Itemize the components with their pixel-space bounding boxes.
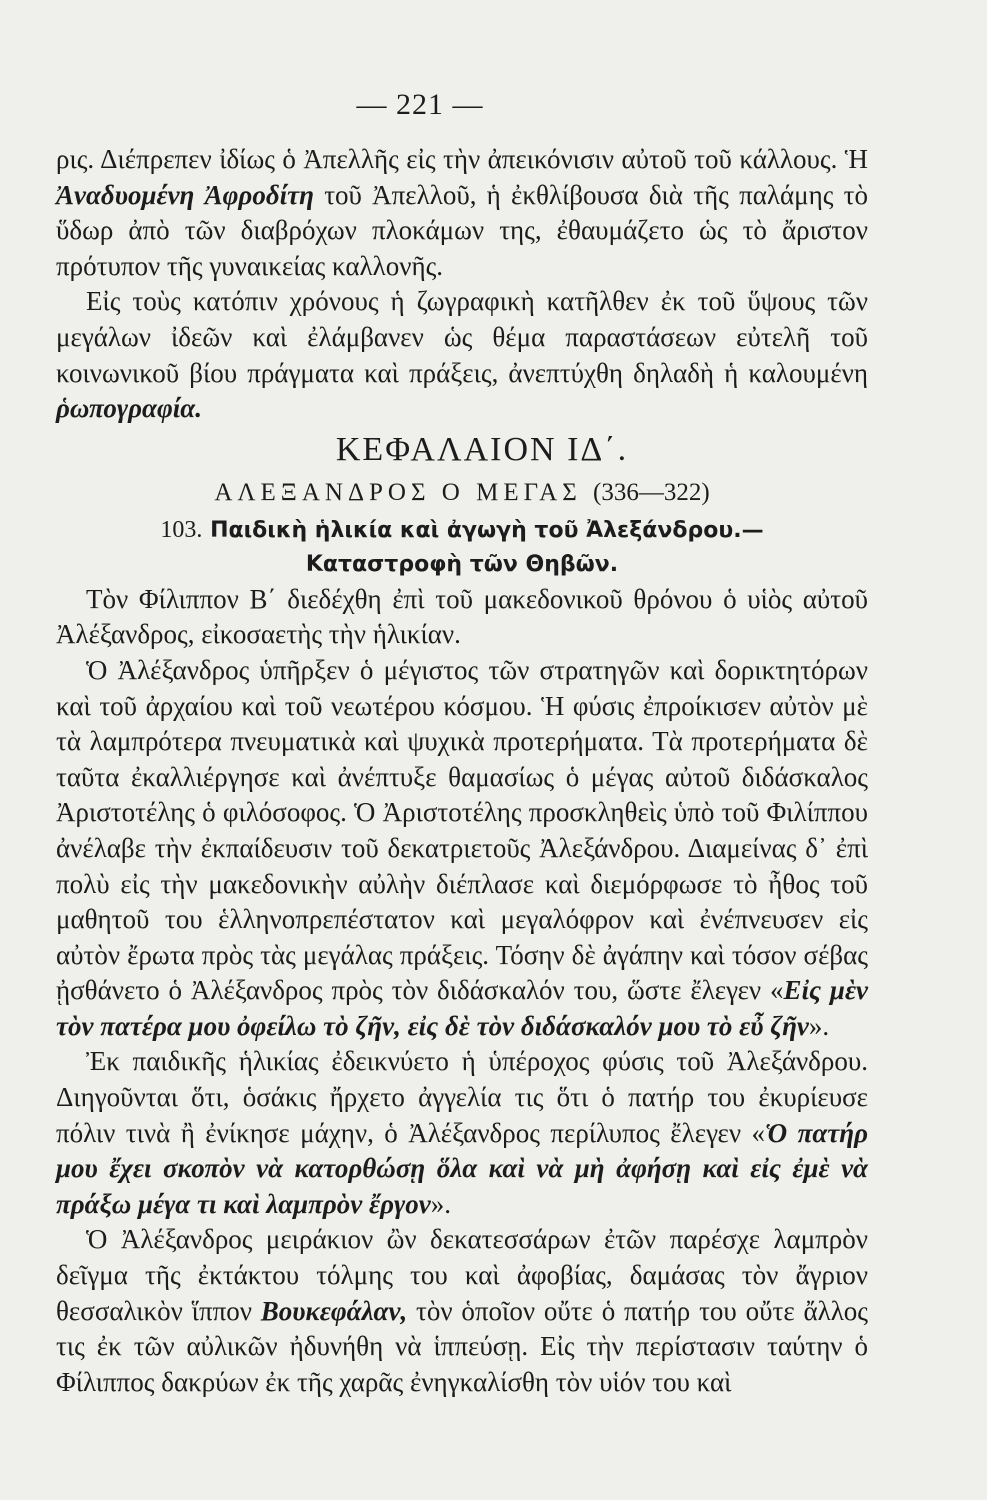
section-heading (56, 513, 868, 548)
body-text: τὸν ὁποῖον οὔτε ὁ πατήρ του οὔτε ἄλλος τις ἐκ τῶν αὐλικῶν ἠδυνήθη νὰ ἱππεύσῃ. Εἰς τὴν περίστασιν ταύτην ὁ Φίλιππος δακρύων ἐκ τῆς χαρᾶς ἐνηγκαλίσθη τὸν υἱόν του καὶ (56, 1295, 868, 1397)
intro-text: τοῦ Ἀπελλοῦ, ἡ ἐκθλίβουσα διὰ τῆς παλάμης τὸ ὕδωρ ἀπὸ τῶν διαβρόχων πλοκάμων της, ἐθαυμάζετο ὡς τὸ ἄριστον πρότυπον τῆς γυναικείας καλλονῆς. (56, 179, 868, 281)
genre-term: ῥωπογραφία. (56, 393, 202, 424)
body-paragraph-2 (56, 653, 868, 1045)
chapter-subtitle (56, 473, 868, 513)
body-paragraph-1: Τὸν Φίλιππον Β΄ διεδέχθη ἐπὶ τοῦ μακεδονικοῦ θρόνου ὁ υἱὸς αὐτοῦ Ἀλέξανδρος, εἰκοσαετὴς τὴν ἡλικίαν. (56, 583, 868, 650)
section-number: 103. (160, 516, 203, 543)
body-text: Ὁ Ἀλέξανδρος ὑπῆρξεν ὁ μέγιστος τῶν στρατηγῶν καὶ δορικτητόρων καὶ τοῦ ἀρχαίου καὶ τοῦ νεωτέρου κόσμου. Ἡ φύσις ἐπροίκισεν αὐτὸν μὲ τὰ λαμπρότερα πνευματικὰ καὶ ψυχικὰ προτερήματα. Τὰ προτερήματα δὲ ταῦτα ἐκαλλιέργησε καὶ ἀνέπτυξε θαμασίως ὁ μέγας αὐτοῦ διδάσκαλος Ἀριστοτέλης ὁ φιλόσοφος. Ὁ Ἀριστοτέλης προσκληθεὶς ὑπὸ τοῦ Φιλίππου ἀνέλαβε τὴν ἐκπαίδευσιν τοῦ δεκατριετοῦς Ἀλεξάνδρου. Διαμείνας δ᾽ ἐπὶ πολὺ εἰς τὴν μακεδονικὴν αὐλὴν διέπλασε καὶ διεμόρφωσε τὸ ἦθος τοῦ μαθητοῦ του ἑλληνοπρεπέστατον καὶ μεγαλόφρον καὶ ἐνέπνευσεν εἰς αὐτὸν ἔρωτα πρὸς τὰς μεγάλας πράξεις. Τόσην δὲ ἀγάπην καὶ τόσον σέβας ᾐσθάνετο ὁ Ἀλέξανδρος πρὸς τὸν διδάσκαλόν του, ὥστε ἔλεγεν « (56, 654, 868, 1006)
intro-text: ρις. Διέπρεπεν ἰδίως ὁ Ἀπελλῆς εἰς τὴν ἀπεικόνισιν αὐτοῦ τοῦ κάλλους. Ἡ (56, 144, 868, 174)
page-text (56, 142, 868, 1400)
chapter-subtitle-text: ΑΛΕΞΑΝΔΡΟΣ Ο ΜΕΓΑΣ (214, 478, 582, 506)
section-title-line2: Καταστροφὴ τῶν Θηβῶν. (305, 551, 619, 577)
body-paragraph-3 (56, 1044, 868, 1222)
intro-text: Εἰς τοὺς κατόπιν χρόνους ἡ ζωγραφικὴ κατῆλθεν ἐκ τοῦ ὕψους τῶν μεγάλων ἰδεῶν καὶ ἐλάμβανεν ὡς θέμα παραστάσεων εὐτελῆ τοῦ κοινωνικοῦ βίου πράγματα καὶ πράξεις, ἀνεπτύχθη δηλαδὴ ἡ καλουμένη (56, 286, 868, 388)
body-text: Ὁ Ἀλέξανδρος μειράκιον ὢν δεκατεσσάρων ἐτῶν παρέσχε λαμπρὸν δεῖγμα τῆς ἐκτάκτου τόλμης του καὶ ἀφοβίας, δαμάσας τὸν ἄγριον θεσσαλικὸν ἵππον (56, 1224, 868, 1326)
intro-paragraph-1 (56, 142, 868, 284)
body-text: ». (808, 1010, 830, 1041)
chapter-title: ΚΕΦΑΛΑΙΟΝ ΙΔ΄. (335, 430, 629, 468)
chapter-years: (336—322) (593, 478, 710, 506)
body-text: Ἐκ παιδικῆς ἡλικίας ἐδεικνύετο ἡ ὑπέροχος φύσις τοῦ Ἀλεξάνδρου. Διηγοῦνται ὅτι, ὁσάκις ἤρχετο ἀγγελία τις ὅτι ὁ πατήρ του ἐκυρίευσε πόλιν τινὰ ἢ ἐνίκησε μάχην, ὁ Ἀλέξανδρος περίλυπος ἔλεγεν « (56, 1046, 868, 1148)
horse-name: Βουκεφάλαν, (260, 1295, 408, 1326)
quote-father: Ὁ πατήρ μου ἔχει σκοπὸν νὰ κατορθώσῃ ὅλα καὶ νὰ μὴ ἀφήσῃ καὶ εἰς ἐμὲ νὰ πράξω μέγα τι καὶ λαμπρὸν ἔργον (56, 1117, 868, 1219)
quote-aristotle: Εἰς μὲν τὸν πατέρα μου ὀφείλω τὸ ζῆν, εἰς δὲ τὸν διδάσκαλόν μου τὸ εὖ ζῆν (56, 975, 869, 1041)
body-text: ». (430, 1188, 451, 1219)
intro-paragraph-2 (56, 284, 868, 426)
section-title-line1: Παιδικὴ ἡλικία καὶ ἀγωγὴ τοῦ Ἀλεξάνδρου.— (210, 517, 764, 543)
page-number: — 221 — (356, 88, 484, 121)
artwork-title: Ἀναδυομένη Ἀφροδίτη (56, 179, 314, 210)
body-paragraph-4 (56, 1222, 868, 1400)
